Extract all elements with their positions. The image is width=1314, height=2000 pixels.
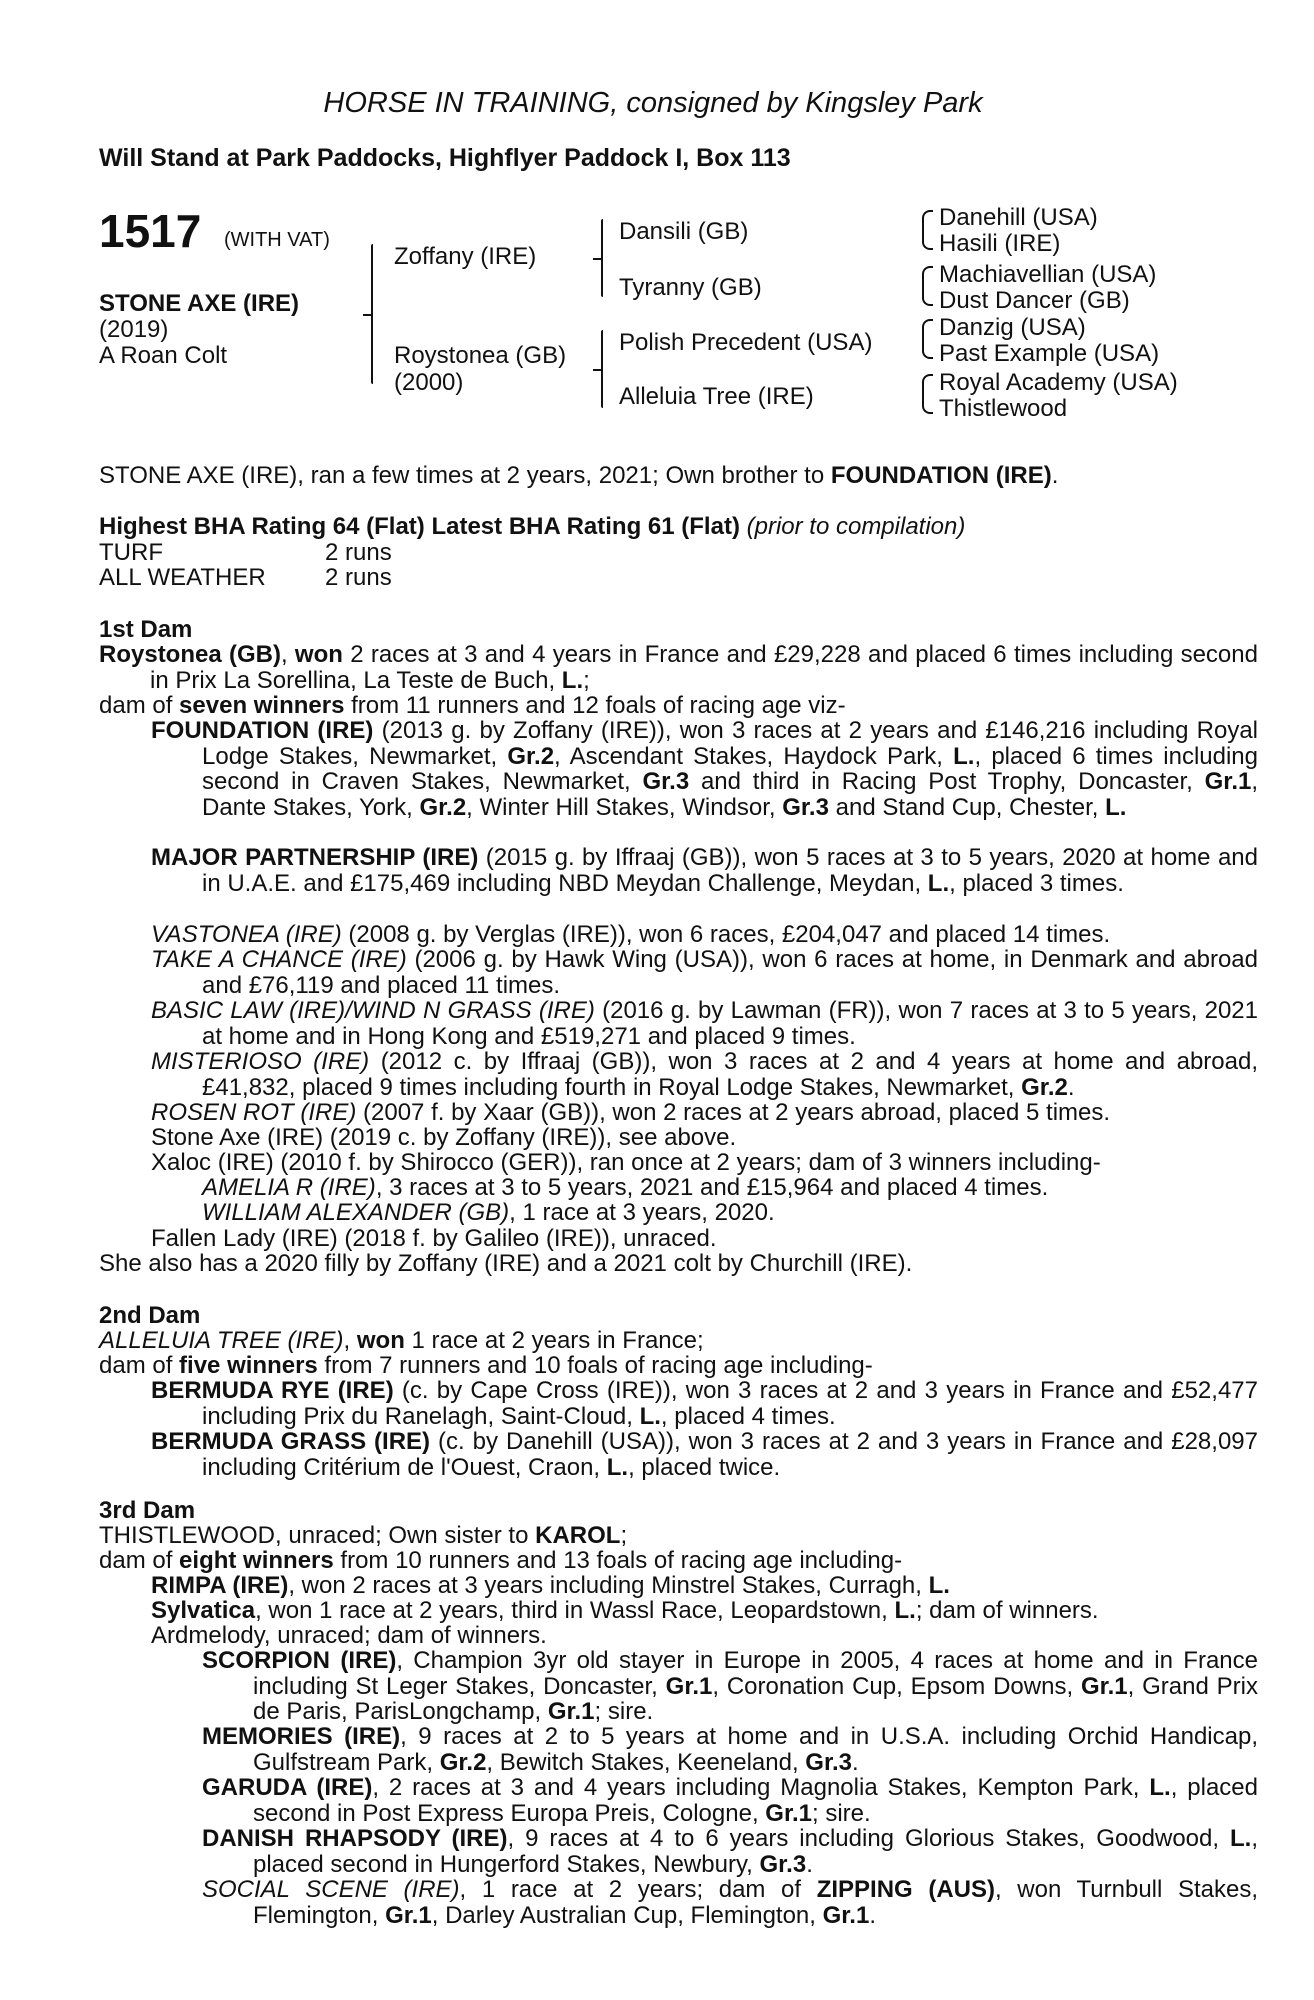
pedigree-g6: Past Example (USA) (939, 340, 1160, 367)
pedigree-brace-dam (601, 330, 603, 408)
pedigree-brace-g2 (922, 266, 933, 306)
second-dam-title: 2nd Dam (99, 1302, 201, 1329)
pedigree-dam-sire: Polish Precedent (USA) (619, 329, 873, 356)
bha-rating: Highest BHA Rating 64 (Flat) Latest BHA Rating 61 (Flat) (prior to compilation) (99, 513, 966, 540)
vastonea-entry: VASTONEA (IRE) (2008 g. by Verglas (IRE)), won 6 races, £204,047 and placed 14 times. (151, 921, 1111, 948)
stand-location: Will Stand at Park Paddocks, Highflyer Paddock I, Box 113 (99, 144, 791, 172)
pedigree-g5: Danzig (USA) (939, 314, 1086, 341)
all-weather-value: 2 runs (325, 564, 392, 591)
turf-label: TURF (99, 539, 163, 566)
pedigree-dam-dam: Alleluia Tree (IRE) (619, 383, 814, 410)
william-alexander-entry: WILLIAM ALEXANDER (GB), 1 race at 3 years, 2020. (202, 1199, 775, 1226)
all-weather-label: ALL WEATHER (99, 564, 266, 591)
pedigree-sire-dam: Tyranny (GB) (619, 274, 762, 301)
pedigree-sire-sire: Dansili (GB) (619, 218, 749, 245)
second-dam-produce: dam of five winners from 7 runners and 10 foals of racing age including- (99, 1352, 873, 1379)
fallen-lady-entry: Fallen Lady (IRE) (2018 f. by Galileo (IRE)), unraced. (151, 1225, 717, 1252)
lot-vat: (WITH VAT) (224, 229, 330, 251)
third-dam-title: 3rd Dam (99, 1497, 196, 1524)
misterioso-entry: MISTERIOSO (IRE) (2012 c. by Iffraaj (GB)), won 3 races at 2 and 4 years at home and abroad, £41,832, placed 9 times including fourth in Royal Lodge Stakes, Newmarket, Gr.2. (151, 1048, 1258, 1101)
pedigree-dam-year: (2000) (394, 369, 464, 396)
scorpion-entry: SCORPION (IRE), Champion 3yr old stayer in Europe in 2005, 4 races at home and in France including St Leger Stakes, Doncaster, Gr.1, Coronation Cup, Epsom Downs, Gr.1, Grand Prix de Paris, ParisLongchamp, Gr.1; sire. (202, 1647, 1258, 1725)
horse-summary: STONE AXE (IRE), ran a few times at 2 years, 2021; Own brother to FOUNDATION (IRE). (99, 462, 1059, 489)
first-dam-also: She also has a 2020 filly by Zoffany (IRE) and a 2021 colt by Churchill (IRE). (99, 1250, 913, 1277)
first-dam-produce: dam of seven winners from 11 runners and 12 foals of racing age viz- (99, 692, 846, 719)
pedigree-g4: Dust Dancer (GB) (939, 287, 1130, 314)
amelia-r-entry: AMELIA R (IRE), 3 races at 3 to 5 years, 2021 and £15,964 and placed 4 times. (202, 1174, 1049, 1201)
turf-value: 2 runs (325, 539, 392, 566)
rimpa-entry: RIMPA (IRE), won 2 races at 3 years including Minstrel Stakes, Curragh, L. (151, 1572, 950, 1599)
danish-rhapsody-entry: DANISH RHAPSODY (IRE), 9 races at 4 to 6 years including Glorious Stakes, Goodwood, L., placed second in Hungerford Stakes, Newbury, Gr.3. (202, 1825, 1258, 1878)
take-a-chance-entry: TAKE A CHANCE (IRE) (2006 g. by Hawk Wing (USA)), won 6 races at home, in Denmark and abroad and £76,119 and placed 11 times. (151, 946, 1258, 999)
consignor-heading: HORSE IN TRAINING, consigned by Kingsley Park (323, 87, 983, 119)
pedigree-brace-sire (601, 219, 603, 297)
pedigree-g3: Machiavellian (USA) (939, 261, 1157, 288)
foundation-entry: FOUNDATION (IRE) (2013 g. by Zoffany (IRE)), won 3 races at 2 years and £146,216 including Royal Lodge Stakes, Newmarket, Gr.2, Ascendant Stakes, Haydock Park, L., placed 6 times including second in Craven Stakes, Newmarket, Gr.3 and third in Racing Post Trophy, Doncaster, Gr.1, Dante Stakes, York, Gr.2, Winter Hill Stakes, Windsor, Gr.3 and Stand Cup, Chester, L. (151, 717, 1259, 821)
pedigree-brace-main (371, 244, 373, 384)
rosen-rot-entry: ROSEN ROT (IRE) (2007 f. by Xaar (GB)), won 2 races at 2 years abroad, placed 5 times. (151, 1099, 1111, 1126)
first-dam-record: Roystonea (GB), won 2 races at 3 and 4 years in France and £29,228 and placed 6 times including second in Prix La Sorellina, La Teste de Buch, L.; (99, 641, 1258, 694)
sylvatica-entry: Sylvatica, won 1 race at 2 years, third in Wassl Race, Leopardstown, L.; dam of winners. (151, 1597, 1099, 1624)
horse-year: (2019) (99, 316, 169, 343)
third-dam-produce: dam of eight winners from 10 runners and 13 foals of racing age including- (99, 1547, 903, 1574)
ardmelody-entry: Ardmelody, unraced; dam of winners. (151, 1622, 547, 1649)
bermuda-grass-entry: BERMUDA GRASS (IRE) (c. by Danehill (USA)), won 3 races at 2 and 3 years in France and £28,097 including Critérium de l'Ouest, Craon, L., placed twice. (151, 1428, 1258, 1481)
pedigree-g1: Danehill (USA) (939, 204, 1098, 231)
second-dam-record: ALLELUIA TREE (IRE), won 1 race at 2 years in France; (99, 1327, 704, 1354)
pedigree-dam: Roystonea (GB) (394, 342, 567, 369)
horse-description: A Roan Colt (99, 342, 228, 369)
lot-number: 1517 (99, 205, 202, 257)
xaloc-entry: Xaloc (IRE) (2010 f. by Shirocco (GER)), ran once at 2 years; dam of 3 winners including- (151, 1149, 1101, 1176)
garuda-entry: GARUDA (IRE), 2 races at 3 and 4 years including Magnolia Stakes, Kempton Park, L., placed second in Post Express Europa Preis, Cologne, Gr.1; sire. (202, 1774, 1258, 1827)
pedigree-g8: Thistlewood (939, 395, 1068, 422)
bermuda-rye-entry: BERMUDA RYE (IRE) (c. by Cape Cross (IRE)), won 3 races at 2 and 3 years in France and £52,477 including Prix du Ranelagh, Saint-Cloud, L., placed 4 times. (151, 1377, 1258, 1430)
pedigree-brace-g4 (922, 374, 933, 414)
horse-name: STONE AXE (IRE) (99, 290, 300, 317)
stone-axe-entry: Stone Axe (IRE) (2019 c. by Zoffany (IRE)), see above. (151, 1124, 737, 1151)
basic-law-entry: BASIC LAW (IRE)/WIND N GRASS (IRE) (2016 g. by Lawman (FR)), won 7 races at 3 to 5 years, 2021 at home and in Hong Kong and £519,271 and placed 9 times. (151, 997, 1259, 1050)
social-scene-entry: SOCIAL SCENE (IRE), 1 race at 2 years; dam of ZIPPING (AUS), won Turnbull Stakes, Flemington, Gr.1, Darley Australian Cup, Flemington, Gr.1. (202, 1876, 1259, 1929)
third-dam-record: THISTLEWOOD, unraced; Own sister to KAROL; (99, 1522, 628, 1549)
major-partnership-entry: MAJOR PARTNERSHIP (IRE) (2015 g. by Iffraaj (GB)), won 5 races at 3 to 5 years, 2020 at home and in U.A.E. and £175,469 including NBD Meydan Challenge, Meydan, L., placed 3 times. (151, 844, 1258, 897)
first-dam-title: 1st Dam (99, 616, 193, 643)
pedigree-sire: Zoffany (IRE) (394, 243, 537, 270)
pedigree-g7: Royal Academy (USA) (939, 369, 1178, 396)
pedigree-brace-g1 (922, 210, 933, 250)
memories-entry: MEMORIES (IRE), 9 races at 2 to 5 years at home and in U.S.A. including Orchid Handicap, Gulfstream Park, Gr.2, Bewitch Stakes, Keeneland, Gr.3. (202, 1723, 1258, 1776)
brother-name: FOUNDATION (IRE) (830, 462, 1052, 489)
pedigree-g2: Hasili (IRE) (939, 230, 1061, 257)
pedigree-brace-g3 (922, 319, 933, 359)
